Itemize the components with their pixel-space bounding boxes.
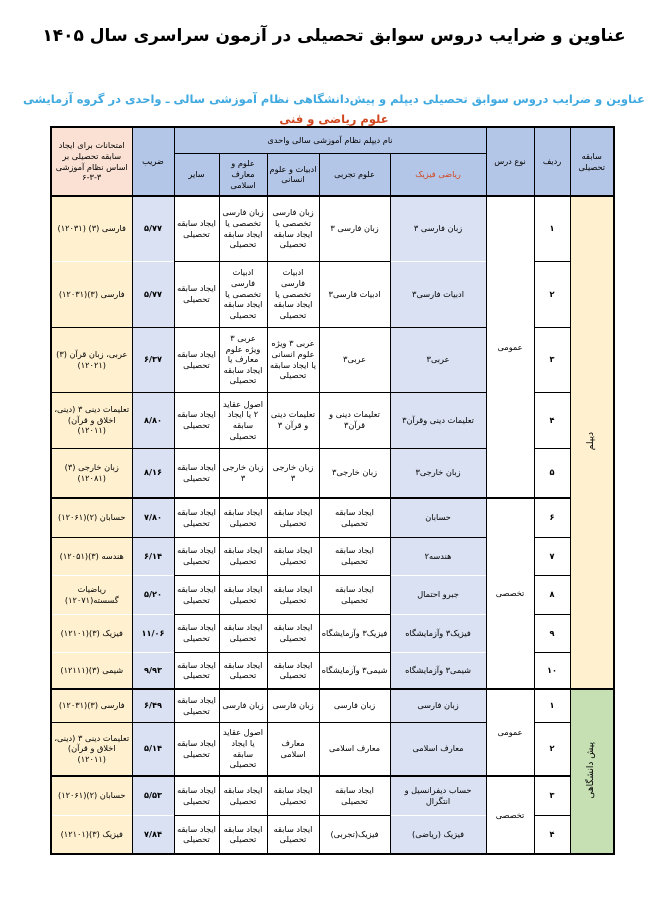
- page-title: عناوین و ضرایب دروس سوابق تحصیلی در آزمون سراسری سال ۱۴۰۵: [42, 26, 626, 46]
- cell-sayer: ایجاد سابقه تحصیلی: [174, 327, 219, 392]
- header-type: نوع درس: [486, 127, 534, 196]
- row-number: ۷: [534, 537, 570, 575]
- cell-sayer: ایجاد سابقه تحصیلی: [174, 722, 219, 776]
- row-number: ۱۰: [534, 652, 570, 689]
- cell-sayer: ایجاد سابقه تحصیلی: [174, 614, 219, 652]
- cell-maaref: ایجاد سابقه تحصیلی: [219, 815, 267, 854]
- cell-sayer: ایجاد سابقه تحصیلی: [174, 392, 219, 448]
- cell-tajrobi: زبان فارسی ۳: [319, 196, 390, 261]
- cell-ensani: زبان فارسی: [267, 689, 319, 722]
- cell-riazi: جبرو احتمال: [390, 575, 486, 614]
- cell-sayer: ایجاد سابقه تحصیلی: [174, 537, 219, 575]
- cell-zarib: ۶/۳۷: [132, 327, 174, 392]
- cell-tajrobi: ایجاد سابقه تحصیلی: [319, 575, 390, 614]
- cell-exam: فارسی (۳)(۱۲۰۳۱): [51, 261, 132, 327]
- cell-maaref: عربی ۳ ویژه علوم معارف یا ایجاد سابقه تحصیلی: [219, 327, 267, 392]
- cell-zarib: ۶/۴۹: [132, 689, 174, 722]
- row-number: ۳: [534, 776, 570, 815]
- exam-group-name: علوم ریاضی و فنی: [279, 112, 389, 126]
- cell-tajrobi: فیزیک(تجربی): [319, 815, 390, 854]
- cell-riazi: زبان خارجی۳: [390, 448, 486, 498]
- table-row: [51, 196, 614, 261]
- cell-maaref: زبان خارجی ۳: [219, 448, 267, 498]
- header-riazi: ریاضی فیزیک: [390, 153, 486, 196]
- type-general: عمومی: [486, 689, 534, 776]
- cell-sayer: ایجاد سابقه تحصیلی: [174, 815, 219, 854]
- cell-maaref: ایجاد سابقه تحصیلی: [219, 575, 267, 614]
- header-sabegheh: سابقه تحصیلی: [570, 127, 614, 196]
- cell-exam: شیمی (۳)(۱۲۱۱۱): [51, 652, 132, 689]
- cell-zarib: ۵/۷۷: [132, 196, 174, 261]
- cell-zarib: ۵/۲۰: [132, 575, 174, 614]
- row-number: ۴: [534, 815, 570, 854]
- cell-sayer: ایجاد سابقه تحصیلی: [174, 498, 219, 537]
- cell-maaref: ایجاد سابقه تحصیلی: [219, 652, 267, 689]
- cell-riazi: حسابان: [390, 498, 486, 537]
- cell-tajrobi: زبان خارجی۳: [319, 448, 390, 498]
- cell-maaref: اصول عقاید یا ایجاد سابقه تحصیلی: [219, 722, 267, 776]
- cell-ensani: عربی ۳ ویژه علوم انسانی یا ایجاد سابقه تحصیلی: [267, 327, 319, 392]
- cell-tajrobi: شیمی۳ وآزمایشگاه: [319, 652, 390, 689]
- row-number: ۹: [534, 614, 570, 652]
- row-number: ۱: [534, 196, 570, 261]
- cell-ensani: ایجاد سابقه تحصیلی: [267, 537, 319, 575]
- cell-zarib: ۸/۱۶: [132, 448, 174, 498]
- cell-riazi: حساب دیفرانسیل و انتگرال: [390, 776, 486, 815]
- cell-tajrobi: ایجاد سابقه تحصیلی: [319, 537, 390, 575]
- cell-zarib: ۵/۵۳: [132, 776, 174, 815]
- row-number: ۲: [534, 722, 570, 776]
- cell-maaref: ادبیات فارسی تخصصی یا ایجاد سابقه تحصیلی: [219, 261, 267, 327]
- cell-exam: حسابان (۲)(۱۲۰۶۱): [51, 776, 132, 815]
- cell-ensani: ایجاد سابقه تحصیلی: [267, 652, 319, 689]
- row-number: ۱: [534, 689, 570, 722]
- header-maaref: علوم و معارف اسلامی: [219, 153, 267, 196]
- cell-riazi: شیمی۳ وآزمایشگاه: [390, 652, 486, 689]
- cell-maaref: اصول عقاید ۲ یا ایجاد سابقه تحصیلی: [219, 392, 267, 448]
- cell-maaref: ایجاد سابقه تحصیلی: [219, 776, 267, 815]
- section-pre-university: پیش دانشگاهی: [570, 689, 614, 854]
- cell-tajrobi: معارف اسلامی: [319, 722, 390, 776]
- type-general: عمومی: [486, 196, 534, 498]
- cell-sayer: ایجاد سابقه تحصیلی: [174, 776, 219, 815]
- page-subtitle: عناوین و ضرایب دروس سوابق تحصیلی دیپلم و پیش‌دانشگاهی نظام آموزشی سالی ـ واحدی در گروه آزمایشی: [23, 92, 645, 106]
- cell-tajrobi: ایجاد سابقه تحصیلی: [319, 776, 390, 815]
- cell-ensani: معارف اسلامی: [267, 722, 319, 776]
- row-number: ۵: [534, 448, 570, 498]
- cell-riazi: هندسه۲: [390, 537, 486, 575]
- cell-maaref: ایجاد سابقه تحصیلی: [219, 537, 267, 575]
- cell-exam: زبان خارجی (۳)(۱۲۰۸۱): [51, 448, 132, 498]
- cell-zarib: ۷/۸۰: [132, 498, 174, 537]
- cell-sayer: ایجاد سابقه تحصیلی: [174, 689, 219, 722]
- cell-exam: فیزیک (۳)(۱۲۱۰۱): [51, 815, 132, 854]
- header-radif: ردیف: [534, 127, 570, 196]
- type-specialized: تخصصی: [486, 776, 534, 854]
- cell-ensani: ایجاد سابقه تحصیلی: [267, 815, 319, 854]
- cell-zarib: ۷/۸۴: [132, 815, 174, 854]
- cell-ensani: ایجاد سابقه تحصیلی: [267, 498, 319, 537]
- cell-maaref: ایجاد سابقه تحصیلی: [219, 614, 267, 652]
- cell-ensani: زبان خارجی ۳: [267, 448, 319, 498]
- cell-zarib: ۶/۱۴: [132, 537, 174, 575]
- cell-riazi: فیزیک۳ وآزمایشگاه: [390, 614, 486, 652]
- header-tajrobi: علوم تجربی: [319, 153, 390, 196]
- cell-exam: تعلیمات دینی ۳ (دینی، اخلاق و قرآن)(۱۲۰۱۱): [51, 392, 132, 448]
- cell-maaref: زبان فارسی تخصصی یا ایجاد سابقه تحصیلی: [219, 196, 267, 261]
- section-diploma: دیپلم: [570, 196, 614, 689]
- table-row: [51, 776, 614, 815]
- row-number: ۴: [534, 392, 570, 448]
- cell-sayer: ایجاد سابقه تحصیلی: [174, 261, 219, 327]
- row-number: ۳: [534, 327, 570, 392]
- cell-exam: فیزیک (۳)(۱۲۱۰۱): [51, 614, 132, 652]
- cell-riazi: زبان فارسی: [390, 689, 486, 722]
- cell-tajrobi: ادبیات فارسی۳: [319, 261, 390, 327]
- cell-sayer: ایجاد سابقه تحصیلی: [174, 652, 219, 689]
- cell-exam: فارسی (۳) (۱۲۰۳۱): [51, 196, 132, 261]
- cell-tajrobi: تعلیمات دینی و قرآن۳: [319, 392, 390, 448]
- header-ensani: ادبیات و علوم انسانی: [267, 153, 319, 196]
- cell-zarib: ۱۱/۰۶: [132, 614, 174, 652]
- cell-sayer: ایجاد سابقه تحصیلی: [174, 196, 219, 261]
- table-row: [51, 498, 614, 537]
- cell-exam: حسابان (۲)(۱۲۰۶۱): [51, 498, 132, 537]
- row-number: ۸: [534, 575, 570, 614]
- cell-sayer: ایجاد سابقه تحصیلی: [174, 575, 219, 614]
- cell-zarib: ۸/۸۰: [132, 392, 174, 448]
- cell-sayer: ایجاد سابقه تحصیلی: [174, 448, 219, 498]
- table-row: [51, 689, 614, 722]
- cell-ensani: ادبیات فارسی تخصصی یا ایجاد سابقه تحصیلی: [267, 261, 319, 327]
- cell-tajrobi: ایجاد سابقه تحصیلی: [319, 498, 390, 537]
- cell-zarib: ۵/۱۴: [132, 722, 174, 776]
- cell-tajrobi: زبان فارسی: [319, 689, 390, 722]
- row-number: ۲: [534, 261, 570, 327]
- cell-zarib: ۵/۷۷: [132, 261, 174, 327]
- cell-ensani: تعلیمات دینی و قرآن ۳: [267, 392, 319, 448]
- cell-tajrobi: عربی۳: [319, 327, 390, 392]
- cell-exam: ریاضیات گسسته(۱۲۰۷۱): [51, 575, 132, 614]
- cell-riazi: ادبیات فارسی۳: [390, 261, 486, 327]
- cell-maaref: ایجاد سابقه تحصیلی: [219, 498, 267, 537]
- cell-exam: عربی، زبان قرآن (۳)(۱۲۰۲۱): [51, 327, 132, 392]
- header-zarib: ضریب: [132, 127, 174, 196]
- cell-riazi: معارف اسلامی: [390, 722, 486, 776]
- cell-zarib: ۹/۹۳: [132, 652, 174, 689]
- type-specialized: تخصصی: [486, 498, 534, 689]
- cell-exam: فارسی (۳)(۱۲۰۳۱): [51, 689, 132, 722]
- cell-ensani: ایجاد سابقه تحصیلی: [267, 614, 319, 652]
- cell-ensani: ایجاد سابقه تحصیلی: [267, 776, 319, 815]
- cell-riazi: زبان فارسی ۳: [390, 196, 486, 261]
- cell-riazi: عربی۳: [390, 327, 486, 392]
- cell-exam: تعلیمات دینی ۳ (دینی، اخلاق و قرآن)(۱۲۰۱۱): [51, 722, 132, 776]
- row-number: ۶: [534, 498, 570, 537]
- header-diploma-group: نام دیپلم نظام آموزشی سالی واحدی: [174, 127, 486, 153]
- header-exam: امتحانات برای ایجاد سابقه تحصیلی بر اساس نظام آموزشی ۳-۳-۶: [51, 127, 132, 196]
- cell-ensani: زبان فارسی تخصصی یا ایجاد سابقه تحصیلی: [267, 196, 319, 261]
- cell-tajrobi: فیزیک۳ وآزمایشگاه: [319, 614, 390, 652]
- cell-exam: هندسه (۳)(۱۲۰۵۱): [51, 537, 132, 575]
- cell-maaref: زبان فارسی: [219, 689, 267, 722]
- header-sayer: سایر: [174, 153, 219, 196]
- cell-riazi: تعلیمات دینی وقرآن۳: [390, 392, 486, 448]
- coefficients-table: [50, 126, 615, 855]
- cell-riazi: فیزیک (ریاضی): [390, 815, 486, 854]
- cell-ensani: ایجاد سابقه تحصیلی: [267, 575, 319, 614]
